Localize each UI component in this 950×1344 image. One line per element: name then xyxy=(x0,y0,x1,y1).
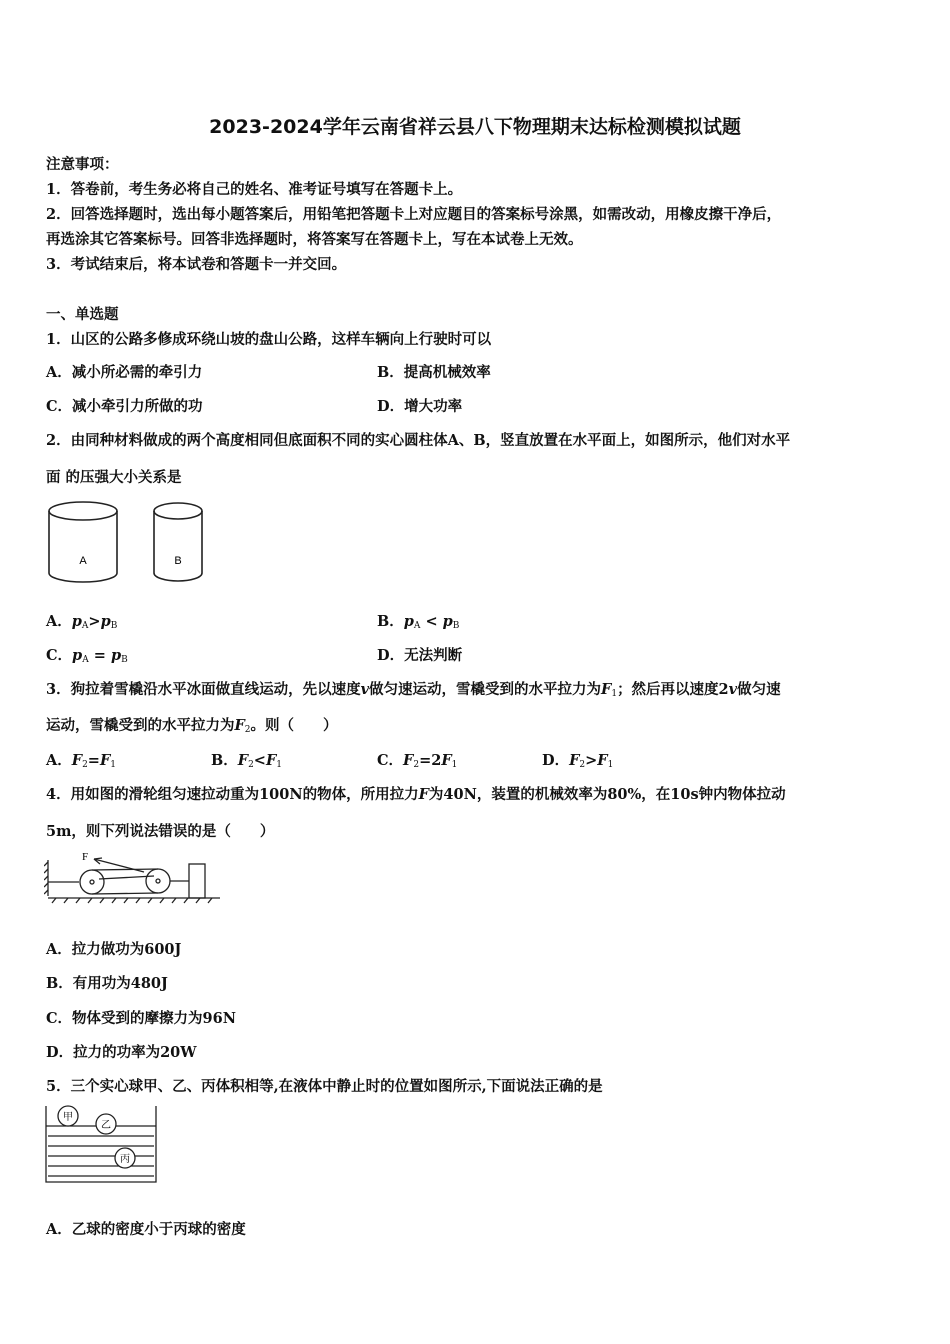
ball-jia-label: 甲 xyxy=(63,1112,73,1123)
pulley-left xyxy=(80,870,104,894)
notice-heading: 注意事项： xyxy=(46,156,119,173)
q3-option-d: D．$F_2>F_1$ xyxy=(542,752,614,770)
q1-option-a: A．减小所必需的牵引力 xyxy=(46,364,203,381)
q3-option-c: C．$F_2=2F_1$ xyxy=(377,752,458,770)
q1-option-c: C．减小牵引力所做的功 xyxy=(46,398,203,415)
notice-item-2: 2．回答选择题时，选出每小题答案后，用铅笔把答题卡上对应题目的答案标号涂黑，如需改动，用橡皮擦干净后， xyxy=(46,206,782,223)
page-title: 2023-2024学年云南省祥云县八下物理期末达标检测模拟试题 xyxy=(209,116,741,138)
q2-option-c: C．$p_A = p_B$ xyxy=(46,647,128,665)
q1-option-d: D．增大功率 xyxy=(377,398,463,415)
q5-stem: 5．三个实心球甲、乙、丙体积相等,在液体中静止时的位置如图所示,下面说法正确的是 xyxy=(46,1078,603,1095)
pulley-figure xyxy=(44,846,226,910)
ball-yi-label: 乙 xyxy=(101,1120,111,1131)
q2-stem-line1: 2．由同种材料做成的两个高度相同但底面积不同的实心圆柱体A、B，竖直放置在水平面上，如图所示，他们对水平 xyxy=(46,432,791,449)
block xyxy=(189,864,205,898)
q4-stem-line2: 5m，则下列说法错误的是（ ） xyxy=(46,823,275,840)
cylinder-b-label: B xyxy=(174,555,182,567)
q4-option-c: C．物体受到的摩擦力为96N xyxy=(46,1010,236,1027)
q5-option-a: A．乙球的密度小于丙球的密度 xyxy=(46,1221,246,1238)
cylinder-a-bottom xyxy=(49,573,117,582)
q3-option-a: A．$F_2=F_1$ xyxy=(46,752,116,770)
q2-option-a: A．$p_A>p_B$ xyxy=(46,613,118,631)
section-heading: 一、单选题 xyxy=(46,306,119,323)
q4-option-d: D．拉力的功率为20W xyxy=(46,1044,197,1061)
q1-option-b: B．提高机械效率 xyxy=(377,364,491,381)
notice-item-3: 3．考试结束后，将本试卷和答题卡一并交回。 xyxy=(46,256,347,273)
q4-stem-line1: 4．用如图的滑轮组匀速拉动重为100N的物体，所用拉力F为40N，装置的机械效率为80%，在10s钟内物体拉动 xyxy=(46,786,786,803)
cylinder-a-top xyxy=(49,502,117,520)
cylinders-figure xyxy=(44,498,214,590)
q2-option-b: B．$p_A < p_B$ xyxy=(377,613,460,631)
q3-option-b: B．$F_2<F_1$ xyxy=(211,752,282,770)
q2-stem-line2: 面 的压强大小关系是 xyxy=(46,469,182,486)
force-label: F xyxy=(82,851,89,863)
q1-stem: 1．山区的公路多修成环绕山坡的盘山公路，这样车辆向上行驶时可以 xyxy=(46,331,492,348)
liquid-balls-figure xyxy=(42,1100,162,1186)
ball-bing-label: 丙 xyxy=(120,1154,130,1165)
cylinder-a-label: A xyxy=(79,555,87,567)
cylinder-b-bottom xyxy=(154,573,202,581)
notice-item-1: 1．答卷前，考生务必将自己的姓名、准考证号填写在答题卡上。 xyxy=(46,181,463,198)
q2-option-d: D．无法判断 xyxy=(377,647,463,664)
q4-option-a: A．拉力做功为600J xyxy=(46,941,182,958)
q4-option-b: B．有用功为480J xyxy=(46,975,168,992)
notice-item-2-cont: 再选涂其它答案标号。回答非选择题时，将答案写在答题卡上，写在本试卷上无效。 xyxy=(46,231,583,248)
q3-stem-line1: 3．狗拉着雪橇沿水平冰面做直线运动，先以速度v做匀速运动，雪橇受到的水平拉力为$F_1$；然后再以速度2v做匀速 xyxy=(46,681,781,699)
cylinder-b-top xyxy=(154,503,202,519)
q3-stem-line2: 运动，雪橇受到的水平拉力为$F_2$。则（ ） xyxy=(46,717,338,735)
pulley-right xyxy=(146,869,170,893)
